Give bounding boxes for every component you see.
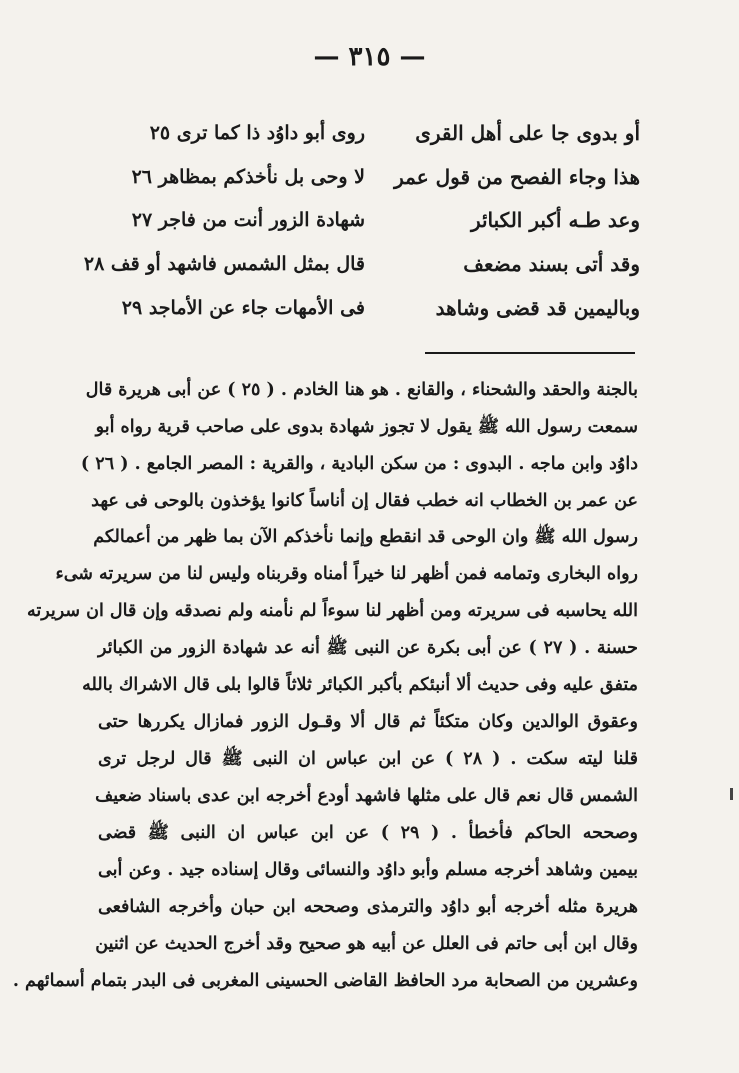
verse-second-hemistich: لا وحى بل نأخذكم بمظاهر ٢٦ — [131, 166, 365, 188]
verse-second-hemistich: قال بمثل الشمس فاشهد أو قف ٢٨ — [83, 253, 365, 275]
verse-first-hemistich: وعد طـه أكبر الكبائر — [470, 208, 640, 232]
verse-second-hemistich: شهادة الزور أنت من فاجر ٢٧ — [131, 209, 365, 231]
verse-row — [120, 200, 640, 240]
commentary-line: عن عمر بن الخطاب انه خطب فقال إن أناساً كانوا يؤخذون بالوحى فى عهد — [91, 491, 638, 511]
commentary-line: وقال ابن أبى حاتم فى العلل عن أبيه هو صحيح وقد أخرج الحديث عن اثنين — [95, 934, 638, 954]
commentary-line: بالجنة والحقد والشحناء ، والقانع . هو هنا الخادم . ( ٢٥ ) عن أبى هريرة قال — [85, 380, 638, 400]
commentary-line: رسول الله ﷺ وان الوحى قد انقطع وإنما نأخذكم الآن بما ظهر من أعمالكم — [93, 527, 638, 547]
scan-edge-mark — [730, 788, 733, 800]
verse-second-hemistich: روى أبو داوُد ذا كما ترى ٢٥ — [149, 122, 365, 144]
verse-row — [83, 244, 640, 284]
section-divider — [425, 352, 635, 354]
verse-first-hemistich: هذا وجاء الفصح من قول عمر — [394, 165, 640, 189]
verse-row — [120, 157, 640, 197]
commentary-line: بيمين وشاهد أخرجه مسلم وأبو داوُد والنسائى وقال إسناده جيد . وعن أبى — [98, 860, 638, 880]
commentary-line: وعشرين من الصحابة مرد الحافظ القاضى الحسينى المغربى فى البدر بتمام أسمائهم . — [12, 971, 638, 991]
commentary-line: قلنا ليته سكت . ( ٢٨ ) عن ابن عباس ان النبى ﷺ قال لرجل ترى — [98, 749, 638, 769]
commentary-line: الله يحاسبه فى سريرته ومن أظهر لنا سوءاً لم نأمنه ولم نصدقه وإن قال ان سريرته — [26, 601, 638, 621]
commentary-line: وعقوق الوالدين وكان متكئاً ثم قال ألا وقـول الزور فمازال يكررها حتى — [98, 712, 638, 732]
commentary-line: حسنة . ( ٢٧ ) عن أبى بكرة عن النبى ﷺ أنه عد شهادة الزور من الكبائر — [98, 638, 638, 658]
commentary-line: الشمس قال نعم قال على مثلها فاشهد أودع أخرجه ابن عدى باسناد ضعيف — [95, 786, 638, 806]
commentary-line: وصححه الحاكم فأخطأ . ( ٢٩ ) عن ابن عباس ان النبى ﷺ قضى — [98, 823, 639, 843]
commentary-line: رواه البخارى وتمامه فمن أظهر لنا خيراً أمناه وقربناه وليس لنا من سريرته شىء — [55, 564, 638, 584]
verse-first-hemistich: وقد أتى بسند مضعف — [463, 252, 640, 276]
verse-row — [120, 113, 640, 153]
verse-first-hemistich: وباليمين قد قضى وشاهد — [435, 296, 640, 320]
verse-first-hemistich: أو بدوى جا على أهل القرى — [415, 121, 640, 145]
verse-second-hemistich: فى الأمهات جاء عن الأماجد ٢٩ — [121, 297, 365, 319]
page-number: — ٣١٥ — — [313, 42, 426, 72]
commentary-line: سمعت رسول الله ﷺ يقول لا تجوز شهادة بدوى على صاحب قرية رواه أبو — [95, 417, 638, 437]
commentary-line: متفق عليه وفى حديث ألا أنبئكم بأكبر الكبائر ثلاثاً قالوا بلى قال الاشراك بالله — [82, 675, 638, 695]
verse-row — [120, 288, 640, 328]
commentary-line: داوُد وابن ماجه . البدوى : من سكن البادية ، والقرية : المصر الجامع . ( ٢٦ ) — [80, 454, 638, 474]
commentary-line: هريرة مثله أخرجه أبو داوُد والترمذى وصححه ابن حبان وأخرجه الشافعى — [98, 897, 638, 917]
